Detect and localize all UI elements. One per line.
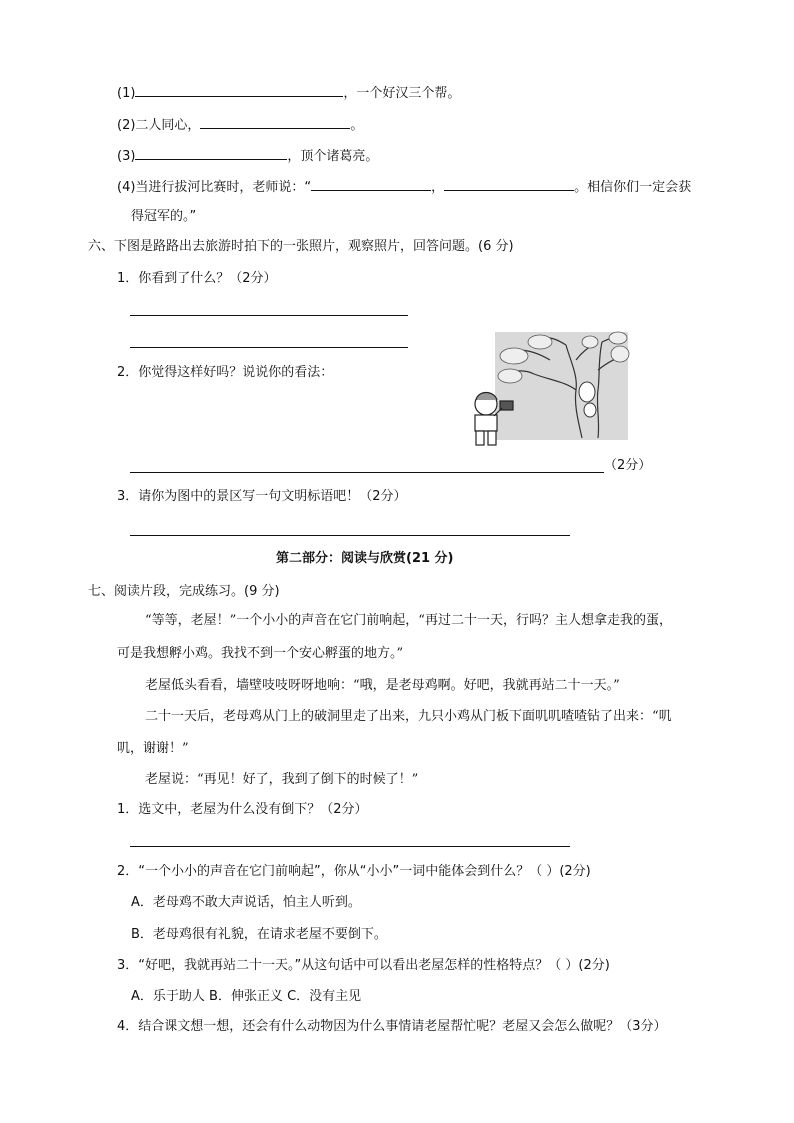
s7-q1-answer-line[interactable] bbox=[130, 846, 570, 847]
fill-item-4 bbox=[117, 178, 691, 196]
fill-item-2 bbox=[117, 116, 363, 134]
reading-paragraph-1b: 可是我想孵小鸡。我找不到一个安心孵蛋的地方。” bbox=[117, 646, 404, 661]
fill-item-1-text: ，一个好汉三个帮。 bbox=[343, 86, 461, 101]
section-7-title: 七、阅读片段，完成练习。(9 分) bbox=[88, 584, 280, 599]
s6-q1-answer-line-1[interactable] bbox=[130, 315, 408, 316]
fill-item-4-mid: ， bbox=[431, 180, 445, 195]
s6-q2-answer-line[interactable] bbox=[130, 472, 604, 473]
s6-q1-answer-line-2[interactable] bbox=[130, 347, 408, 348]
s7-q2-option-b[interactable]: B．老母鸡很有礼貌，在请求老屋不要倒下。 bbox=[131, 927, 387, 942]
s7-question-4: 4．结合课文想一想，还会有什么动物因为什么事情请老屋帮忙呢？老屋又会怎么做呢？（3分） bbox=[117, 1019, 667, 1034]
fill-item-3-number: (3) bbox=[117, 149, 136, 164]
reading-paragraph-3b: 叽，谢谢！” bbox=[117, 741, 189, 756]
reading-paragraph-4: 老屋说：“再见！好了，我到了倒下的时候了！” bbox=[145, 772, 419, 787]
blank-2[interactable] bbox=[200, 116, 350, 129]
s6-q3-answer-line[interactable] bbox=[130, 535, 570, 536]
blank-4b[interactable] bbox=[444, 178, 574, 191]
blank-1[interactable] bbox=[135, 84, 343, 97]
s7-question-3: 3．“好吧，我就再站二十一天。”从这句话中可以看出老屋怎样的性格特点？（ ）(2分) bbox=[117, 958, 610, 973]
fill-item-3 bbox=[117, 147, 378, 165]
fill-item-4-continued: 得冠军的。” bbox=[131, 209, 197, 224]
fill-item-3-text: ，顶个诸葛亮。 bbox=[287, 149, 379, 164]
s6-q2-score: （2分） bbox=[604, 458, 652, 473]
s7-question-1: 1．选文中，老屋为什么没有倒下？（2分） bbox=[117, 802, 368, 817]
blank-3[interactable] bbox=[135, 147, 287, 160]
reading-paragraph-2: 老屋低头看看，墙壁吱吱呀呀地响：“哦，是老母鸡啊。好吧，我就再站二十一天。” bbox=[145, 678, 620, 693]
part-2-title: 第二部分：阅读与欣赏(21 分) bbox=[276, 551, 454, 566]
s6-question-2: 2．你觉得这样好吗？说说你的看法： bbox=[117, 365, 334, 380]
reading-paragraph-3a: 二十一天后，老母鸡从门上的破洞里走了出来，九只小鸡从门板下面叽叽喳喳钻了出来：“叽 bbox=[145, 709, 672, 724]
s7-q3-options[interactable]: A．乐于助人 B．伸张正义 C．没有主见 bbox=[131, 989, 362, 1004]
s7-q2-option-a[interactable]: A．老母鸡不敢大声说话，怕主人听到。 bbox=[131, 895, 361, 910]
s7-question-2: 2．“一个小小的声音在它门前响起”，你从“小小”一词中能体会到什么？（ ）(2分) bbox=[117, 864, 591, 879]
fill-item-4-end: 。相信你们一定会获 bbox=[574, 180, 692, 195]
fill-item-4-text: (4)当进行拔河比赛时，老师说：“ bbox=[117, 180, 312, 195]
photo-illustration bbox=[470, 330, 630, 448]
reading-paragraph-1a: “等等，老屋！”一个小小的声音在它门前响起，“再过二十一天，行吗？主人想拿走我的蛋， bbox=[145, 613, 672, 628]
section-6-title: 六、下图是路路出去旅游时拍下的一张照片，观察照片，回答问题。(6 分) bbox=[88, 239, 514, 254]
s6-question-3: 3．请你为图中的景区写一句文明标语吧！（2分） bbox=[117, 489, 407, 504]
fill-item-2-end: 。 bbox=[350, 118, 364, 133]
fill-item-1 bbox=[117, 84, 460, 102]
s6-question-1: 1．你看到了什么？（2分） bbox=[117, 271, 277, 286]
fill-item-2-text: (2)二人同心， bbox=[117, 118, 201, 133]
fill-item-1-number: (1) bbox=[117, 86, 136, 101]
blank-4a[interactable] bbox=[311, 178, 431, 191]
